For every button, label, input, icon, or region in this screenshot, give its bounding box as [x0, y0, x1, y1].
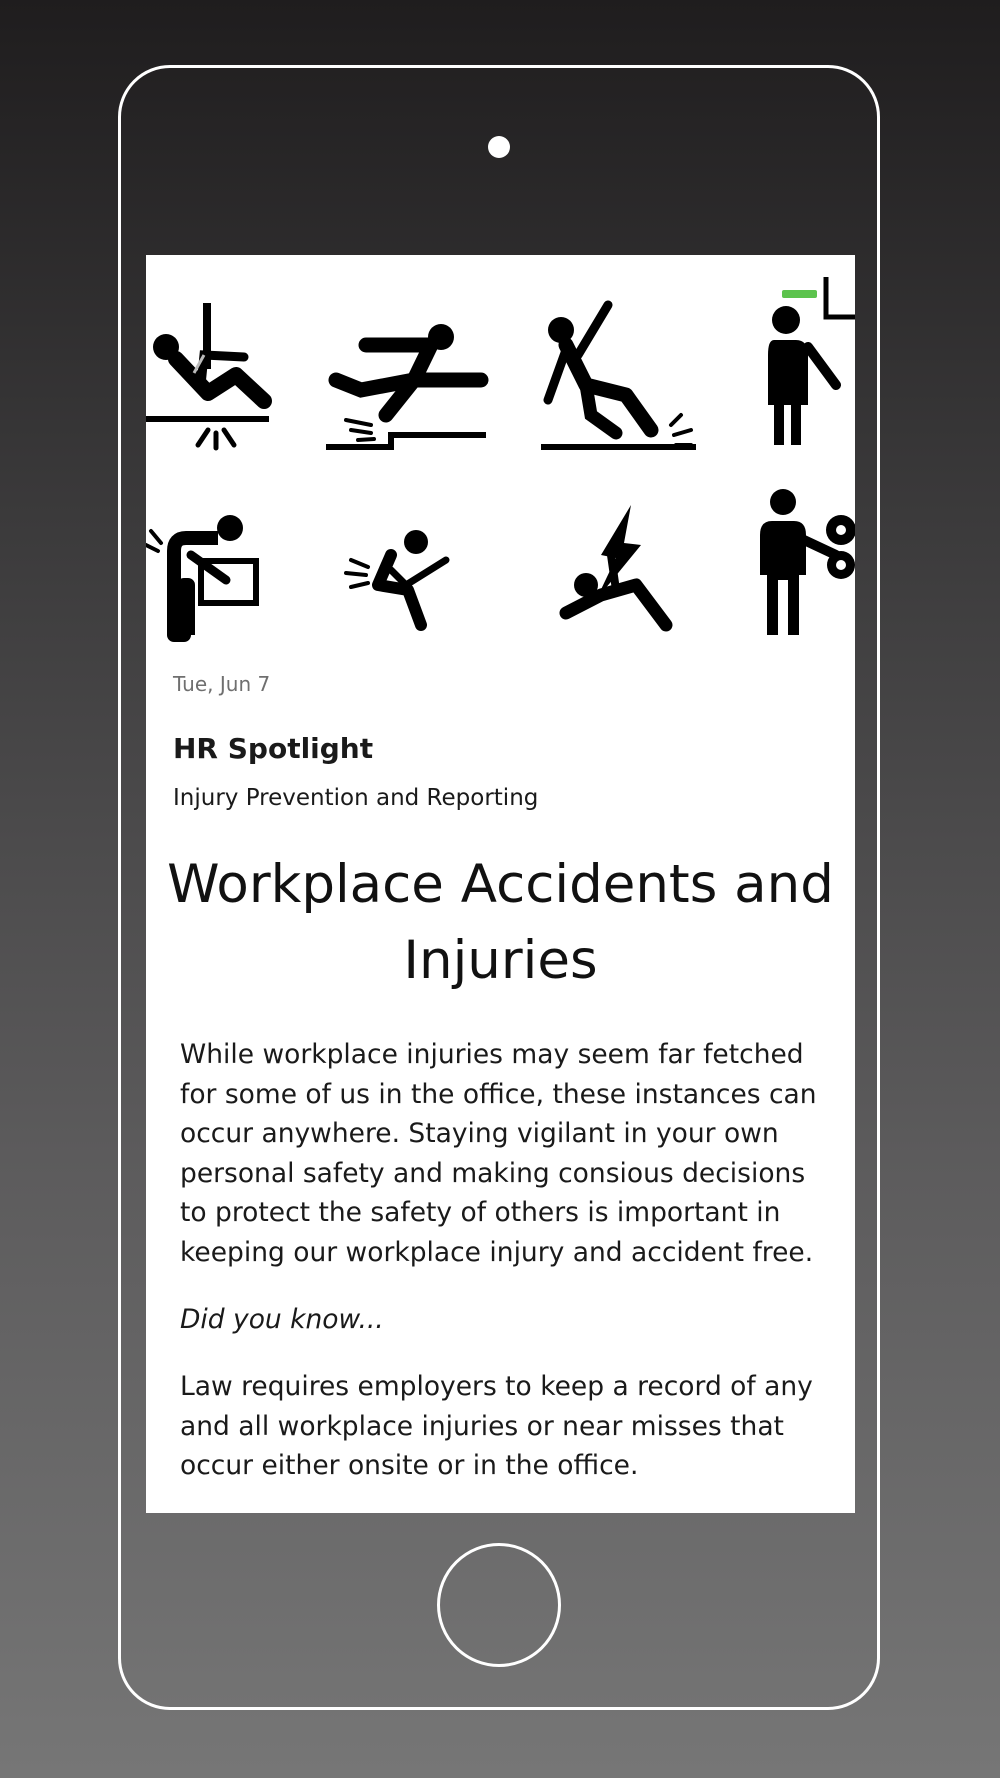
camera-icon — [488, 136, 510, 158]
head-injury-icon — [768, 277, 855, 445]
machinery-hazard-icon — [760, 489, 855, 635]
article-paragraph: Law requires employers to keep a record of any and all workplace injuries or near misses that occur either onsite or in the office. — [180, 1371, 813, 1481]
slip-and-fall-icon — [541, 305, 696, 450]
article-date: Tue, Jun 7 — [173, 672, 271, 696]
article-headline: Workplace Accidents and Injuries — [167, 854, 834, 991]
article-callout: Did you know... — [180, 1304, 384, 1335]
trip-over-step-icon — [326, 324, 486, 447]
home-button[interactable] — [437, 1543, 561, 1667]
fall-from-ledge-icon — [146, 303, 269, 448]
article-paragraph: While workplace injuries may seem far fetched for some of us in the office, these instances can occur anywhere. Staying vigilant in your own personal safety and making consious decisions to protect the safety of others is important in keeping our workplace injury and accident free. — [180, 1039, 817, 1268]
article-screen[interactable] — [146, 255, 855, 1513]
lifting-injury-icon — [146, 515, 256, 635]
ergonomic-strain-icon — [346, 530, 446, 625]
electric-shock-icon — [566, 505, 666, 625]
hero-image — [146, 255, 855, 645]
article-category: HR Spotlight — [173, 732, 374, 765]
article-subtitle: Injury Prevention and Reporting — [173, 785, 539, 811]
